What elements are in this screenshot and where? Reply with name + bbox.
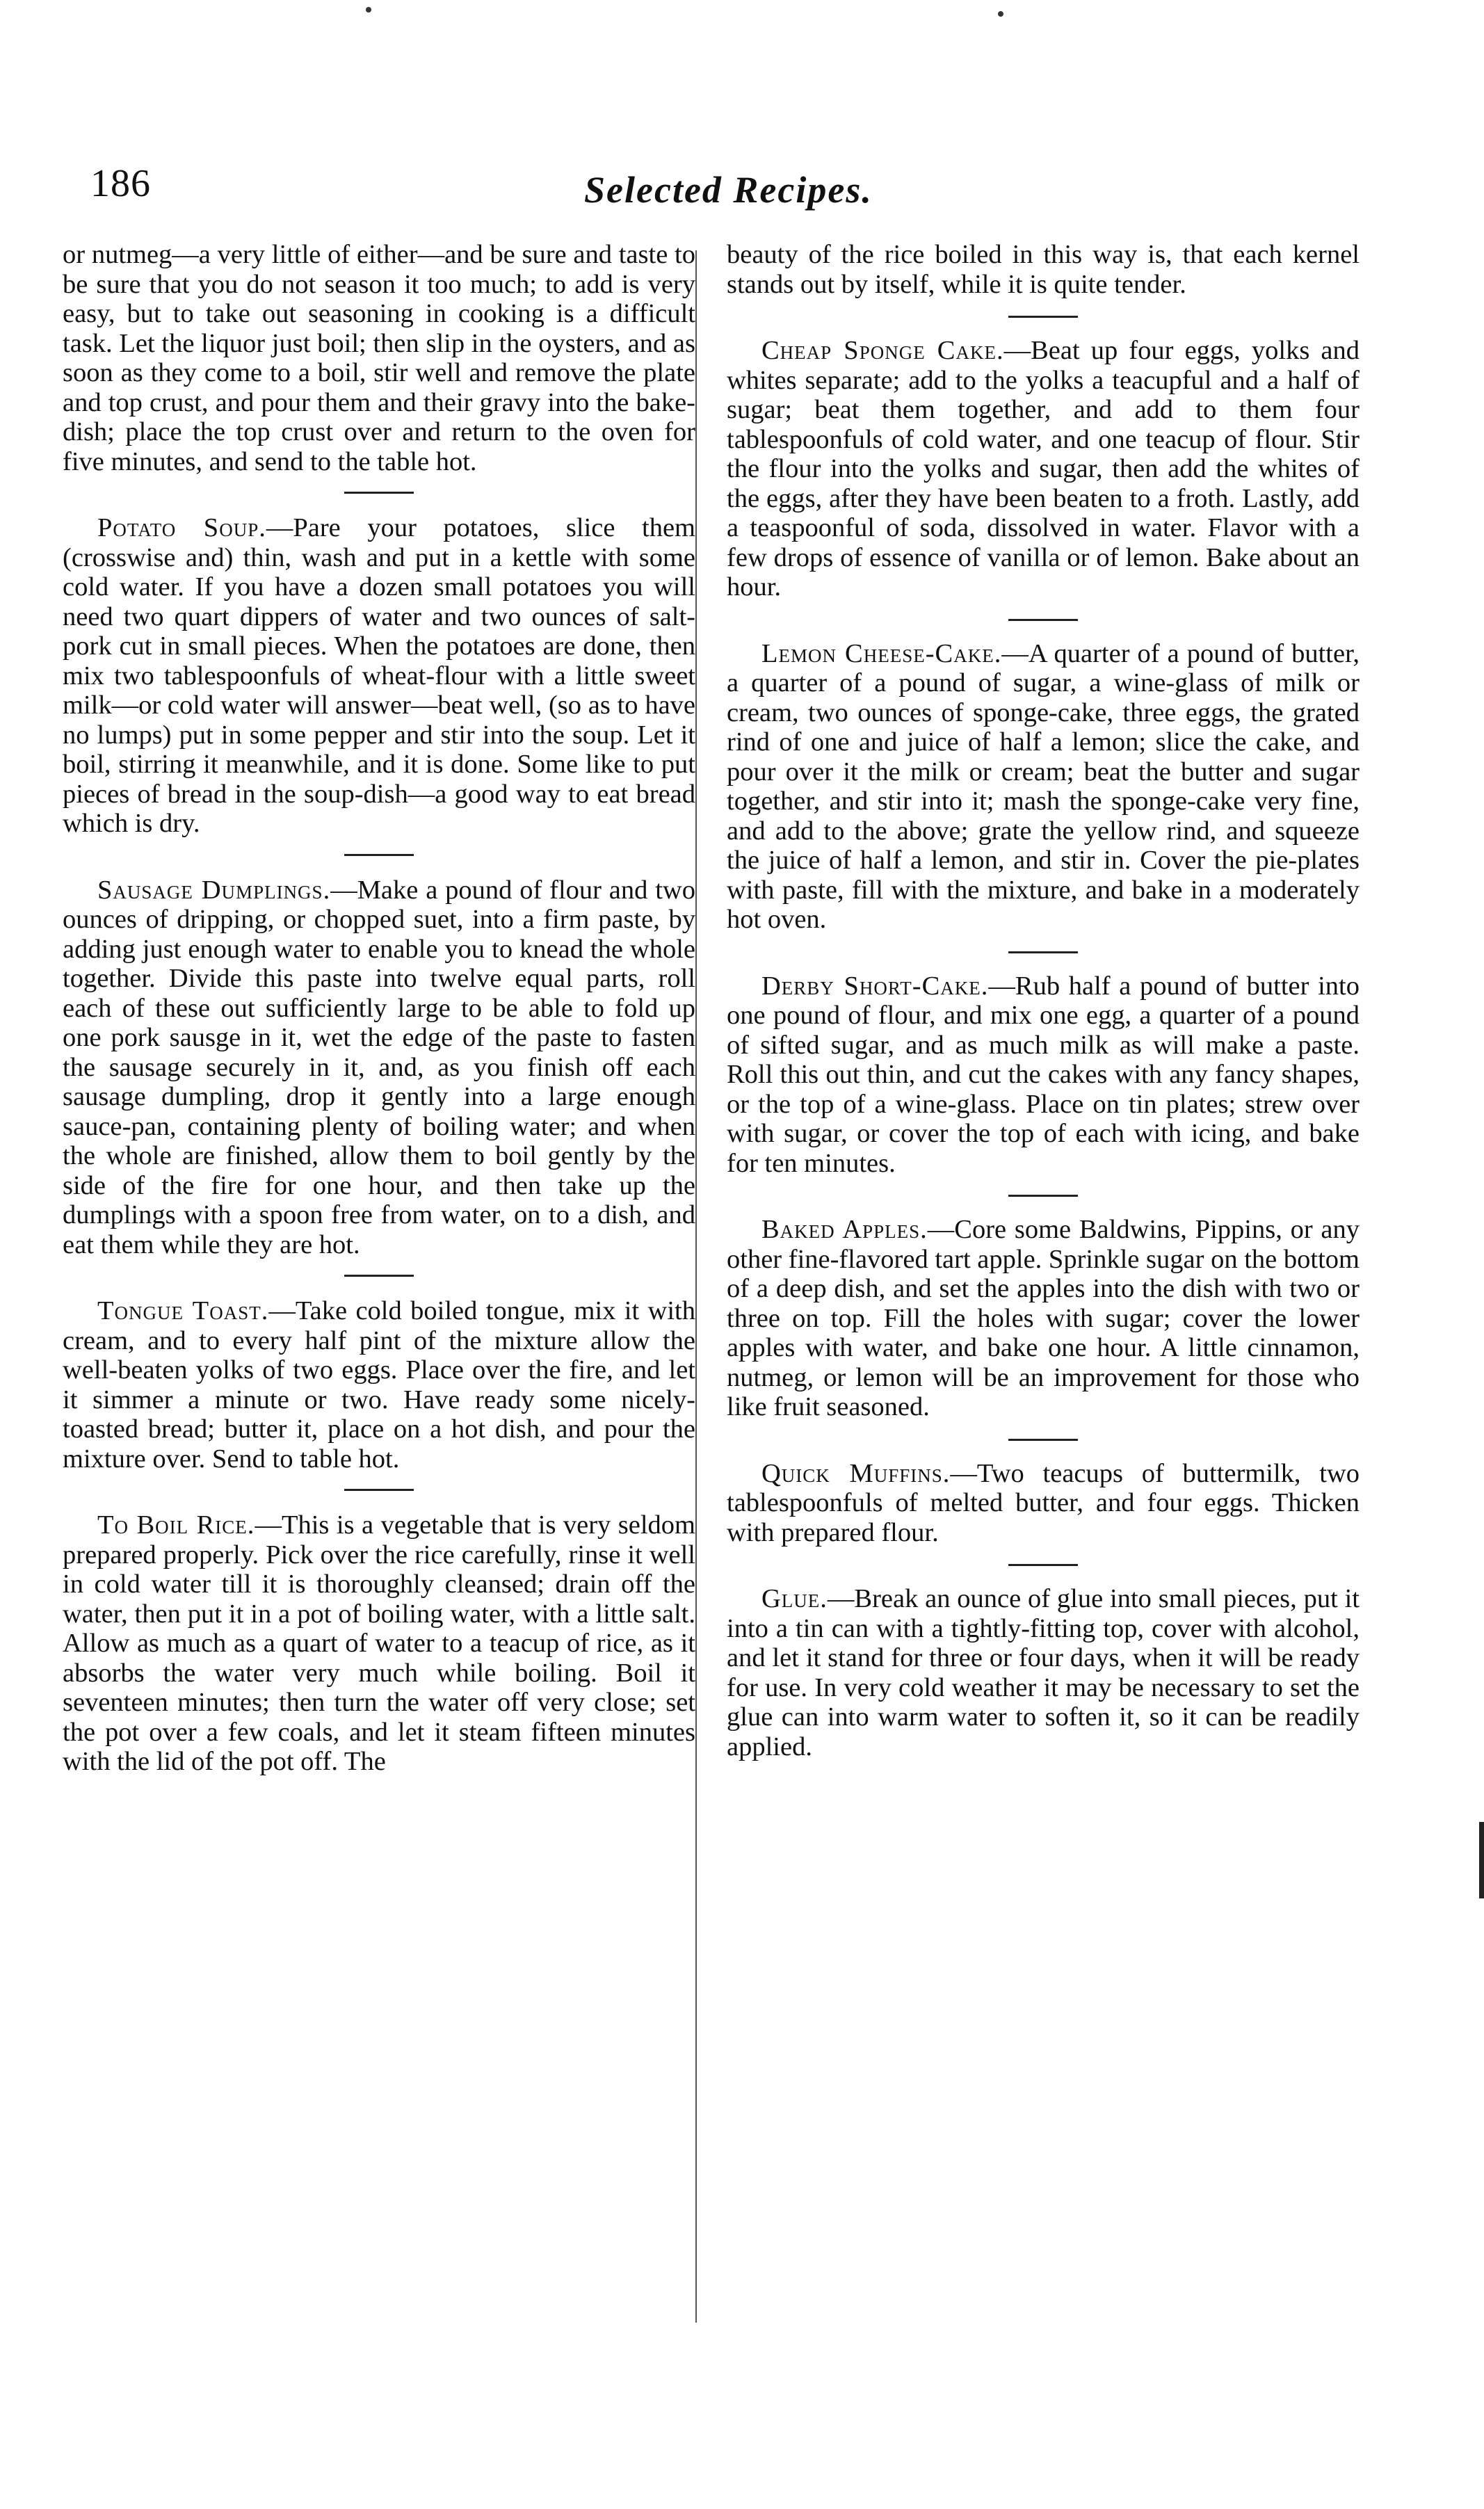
recipe-title: Tongue Toast.: [97, 1296, 269, 1325]
recipe-title: Derby Short-Cake.: [761, 971, 989, 1001]
page-header: [83, 161, 1349, 224]
right-column: [727, 240, 1360, 1761]
recipe-body: —Rub half a pound of butter into one pound of flour, and mix one egg, a quarter of a pound of sifted sugar, and as much milk as will make a paste. Roll this out thin, and cut the cakes with any fancy shapes, or the top of a wine-glass. Place on tin plates; strew over with sugar, or cover the top of each with icing, and bake for ten minutes.: [727, 971, 1360, 1178]
recipe-body: —This is a vegetable that is very seldom prepared properly. Pick over the rice carefully, rinse it well in cold water till it is thoroughly cleansed; drain off the water, then put it in a pot of boiling water, with a little salt. Allow as much as a quart of water to a teacup of rice, as it absorbs the water very much while boiling. Boil it seventeen minutes; then turn the water off very close; set the pot over a few coals, and let it steam fifteen minutes with the lid of the pot off. The: [63, 1510, 695, 1776]
recipe-tongue-toast: [63, 1296, 695, 1474]
recipe-body: —Pare your potatoes, slice them (crosswise and) thin, wash and put in a kettle with some cold water. If you have a dozen small potatoes you will need two quart dippers of water and two ounces of salt-pork cut in small pieces. When the potatoes are done, then mix two tablespoonfuls of wheat-flour with a little sweet milk—or cold water will answer—beat well, (so as to have no lumps) put in some pepper and stir into the soup. Let it boil, stirring it meanwhile, and it is done. Some like to put pieces of bread in the soup-dish—a good way to eat bread which is dry.: [63, 513, 695, 838]
recipe-body: —Take cold boiled tongue, mix it with cream, and to every half pint of the mixture allow the well-beaten yolks of two eggs. Place over the fire, and let it simmer a minute or two. Have ready some nicely-toasted bread; butter it, place on a hot dish, and pour the mixture over. Send to table hot.: [63, 1296, 695, 1474]
recipe-body: —Break an ounce of glue into small pieces, put it into a tin can with a tightly-fitting top, cover with alcohol, and let it stand for three or four days, when it will be ready for use. In very cold weather it may be necessary to set the glue can into warm water to soften it, so it can be readily applied.: [727, 1584, 1360, 1761]
recipe-derby-short-cake: [727, 971, 1360, 1179]
recipe-lemon-cheese-cake: [727, 639, 1360, 935]
recipe-title: Baked Apples.: [761, 1215, 928, 1244]
recipe-title: Glue.: [761, 1584, 828, 1613]
section-rule: [1008, 619, 1078, 621]
column-divider: [695, 250, 697, 2323]
print-speck: [366, 7, 371, 13]
recipe-body: —A quarter of a pound of butter, a quarter of a pound of sugar, a wine-glass of milk or cream, two ounces of sponge-cake, three eggs, the grated rind of one and juice of half a lemon; slice the cake, and pour over it the milk or cream; beat the butter and sugar together, and stir into it; mash the sponge-cake very fine, and add to the above; grate the yellow rind, and squeeze the juice of half a lemon, and stir in. Cover the pie-plates with paste, fill with the mixture, and bake in a moderately hot oven.: [727, 638, 1360, 934]
recipe-title: Cheap Sponge Cake.: [761, 336, 1004, 365]
running-title: Selected Recipes.: [584, 169, 873, 211]
recipe-title: Potato Soup.: [97, 513, 266, 542]
continuation-paragraph: or nutmeg—a very little of either—and be sure and taste to be sure that you do not season it too much; to add is very easy, but to take out seasoning in cooking is a difficult task. Let the liquor just boil; then slip in the oysters, and as soon as they come to a boil, stir well and remove the plate and top crust, and pour them and their gravy into the bake-dish; place the top crust over and return to the oven for five minutes, and send to the table hot.: [63, 240, 695, 476]
section-rule: [1008, 1195, 1078, 1197]
recipe-title: Lemon Cheese-Cake.: [761, 638, 1002, 668]
recipe-quick-muffins: [727, 1459, 1360, 1548]
recipe-title: To Boil Rice.: [97, 1510, 255, 1540]
print-speck: [998, 11, 1003, 17]
section-rule: [344, 1489, 414, 1491]
page-number: 186: [90, 162, 151, 205]
page-edge-mark: [1479, 1822, 1484, 1898]
section-rule: [344, 492, 414, 494]
section-rule: [344, 854, 414, 856]
continued-text: [727, 240, 1360, 299]
recipe-sausage-dumplings: [63, 876, 695, 1260]
section-rule: [1008, 1564, 1078, 1566]
section-rule: [1008, 1439, 1078, 1441]
recipe-baked-apples: [727, 1215, 1360, 1422]
recipe-potato-soup: [63, 513, 695, 839]
continuation-paragraph: beauty of the rice boiled in this way is, that each kernel stands out by itself, while it is quite tender.: [727, 240, 1360, 299]
section-rule: [1008, 316, 1078, 318]
recipe-title: Sausage Dumplings.: [97, 875, 331, 905]
recipe-glue: [727, 1584, 1360, 1761]
recipe-body: —Core some Baldwins, Pippins, or any other fine-flavored tart apple. Sprinkle sugar on the bottom of a deep dish, and set the apples into the dish with two or three on top. Fill the holes with sugar; cover the lower apples with water, and bake one hour. A little cinnamon, nutmeg, or lemon will be an improvement for those who like fruit seasoned.: [727, 1215, 1360, 1421]
section-rule: [1008, 951, 1078, 953]
recipe-cheap-sponge-cake: [727, 336, 1360, 602]
recipe-body: —Make a pound of flour and two ounces of dripping, or chopped suet, into a firm paste, by adding just enough water to enable you to knead the whole together. Divide this paste into twelve equal parts, roll each of these out sufficiently large to be able to fold up one pork sausge in it, wet the edge of the paste to fasten the sausage securely in it, and, as you finish off each sausage dumpling, drop it gently into a large enough sauce-pan, containing plenty of boiling water; and when the whole are finished, allow them to boil gently by the side of the fire for one hour, and then take up the dumplings with a spoon free from water, on to a dish, and eat them while they are hot.: [63, 875, 695, 1259]
recipe-body: —Two teacups of buttermilk, two tablespoonfuls of melted butter, and four eggs. Thicken with prepared flour.: [727, 1458, 1360, 1547]
section-rule: [344, 1275, 414, 1277]
recipe-body: —Beat up four eggs, yolks and whites separate; add to the yolks a teacupful and a half of sugar; beat them together, and add to them four tablespoonfuls of cold water, and one teacup of flour. Stir the flour into the yolks and sugar, then add the whites of the eggs, after they have been beaten to a froth. Lastly, add a teaspoonful of soda, dissolved in water. Flavor with a few drops of essence of vanilla or of lemon. Bake about an hour.: [727, 336, 1360, 602]
recipe-to-boil-rice: [63, 1510, 695, 1777]
left-column: [63, 240, 695, 1777]
continued-text: [63, 240, 695, 476]
recipe-title: Quick Muffins.: [761, 1458, 951, 1488]
